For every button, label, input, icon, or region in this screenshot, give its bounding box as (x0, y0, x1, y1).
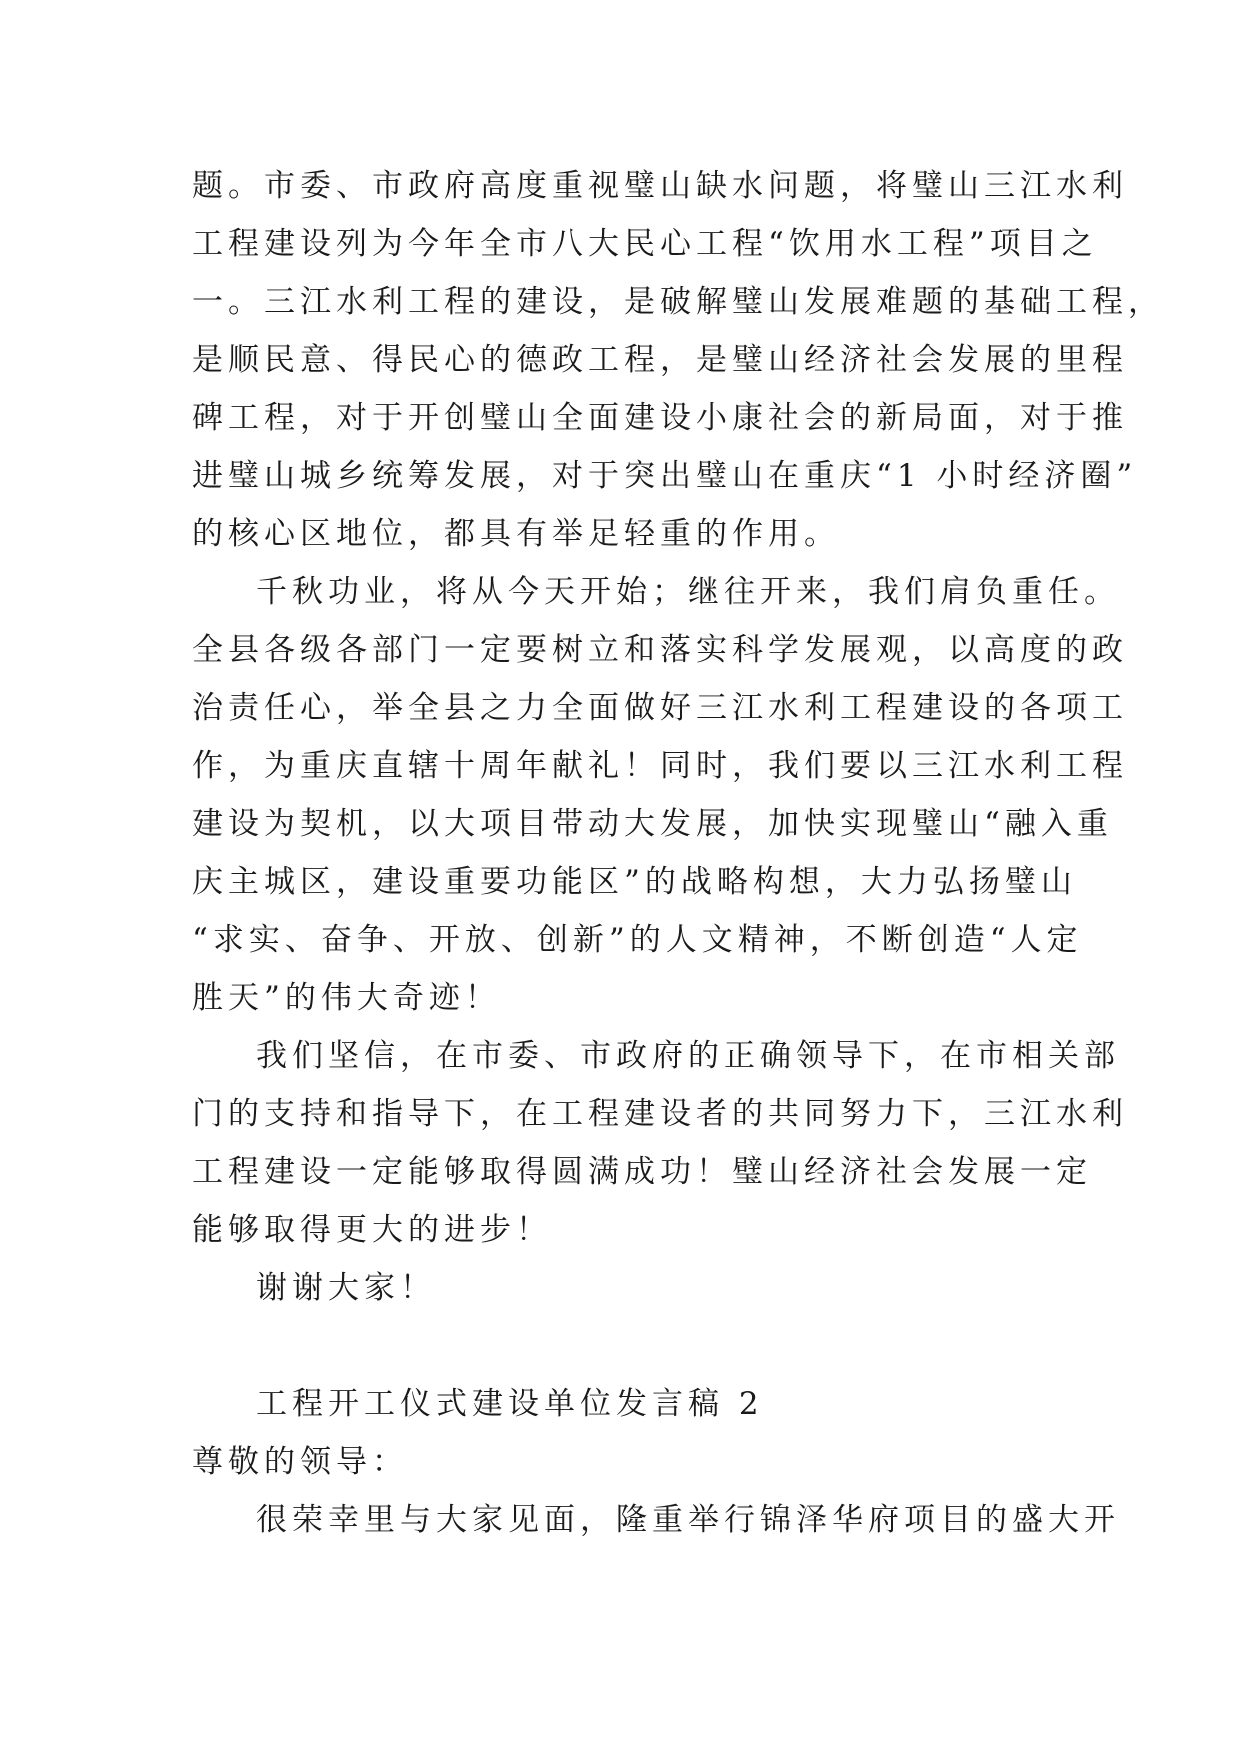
paragraph-line: 工程建设一定能够取得圆满成功！璧山经济社会发展一定 (192, 1154, 1092, 1190)
paragraph-line: 能够取得更大的进步！ (192, 1212, 552, 1248)
paragraph-line: 一。三江水利工程的建设，是破解璧山发展难题的基础工程， (192, 284, 1164, 320)
document-body (192, 157, 1164, 1549)
paragraph-line: 治责任心，举全县之力全面做好三江水利工程建设的各项工 (192, 690, 1128, 726)
paragraph-line: 的核心区地位，都具有举足轻重的作用。 (192, 516, 840, 552)
paragraph-line: 工程建设列为今年全市八大民心工程“饮用水工程”项目之 (192, 226, 1098, 262)
paragraph-line: 很荣幸里与大家见面，隆重举行锦泽华府项目的盛大开 (256, 1502, 1120, 1538)
paragraph-line: 作，为重庆直辖十周年献礼！同时，我们要以三江水利工程 (192, 748, 1128, 784)
paragraph-line: 千秋功业，将从今天开始；继往开来，我们肩负重任。 (256, 574, 1120, 610)
paragraph-line: 建设为契机，以大项目带动大发展，加快实现璧山“融入重 (192, 806, 1113, 842)
paragraph-line: 门的支持和指导下，在工程建设者的共同努力下，三江水利 (192, 1096, 1128, 1132)
paragraph-line: 胜天”的伟大奇迹！ (192, 980, 501, 1016)
blank-line (192, 1317, 1052, 1375)
closing-line: 谢谢大家！ (256, 1270, 436, 1306)
paragraph-line: “求实、奋争、开放、创新”的人文精神，不断创造“人定 (192, 922, 1083, 958)
paragraph-line: 全县各级各部门一定要树立和落实科学发展观，以高度的政 (192, 632, 1128, 668)
paragraph-line: 题。市委、市政府高度重视璧山缺水问题，将璧山三江水利 (192, 168, 1128, 204)
salutation: 尊敬的领导： (192, 1444, 408, 1480)
paragraph-line: 我们坚信，在市委、市政府的正确领导下，在市相关部 (256, 1038, 1120, 1074)
section-title: 工程开工仪式建设单位发言稿 2 (256, 1386, 764, 1422)
paragraph-line: 是顺民意、得民心的德政工程，是璧山经济社会发展的里程 (192, 342, 1128, 378)
paragraph-line: 庆主城区，建设重要功能区”的战略构想，大力弘扬璧山 (192, 864, 1077, 900)
paragraph-line: 进璧山城乡统筹发展，对于突出璧山在重庆“1 小时经济圈” (192, 458, 1138, 494)
paragraph-line: 碑工程，对于开创璧山全面建设小康社会的新局面，对于推 (192, 400, 1128, 436)
